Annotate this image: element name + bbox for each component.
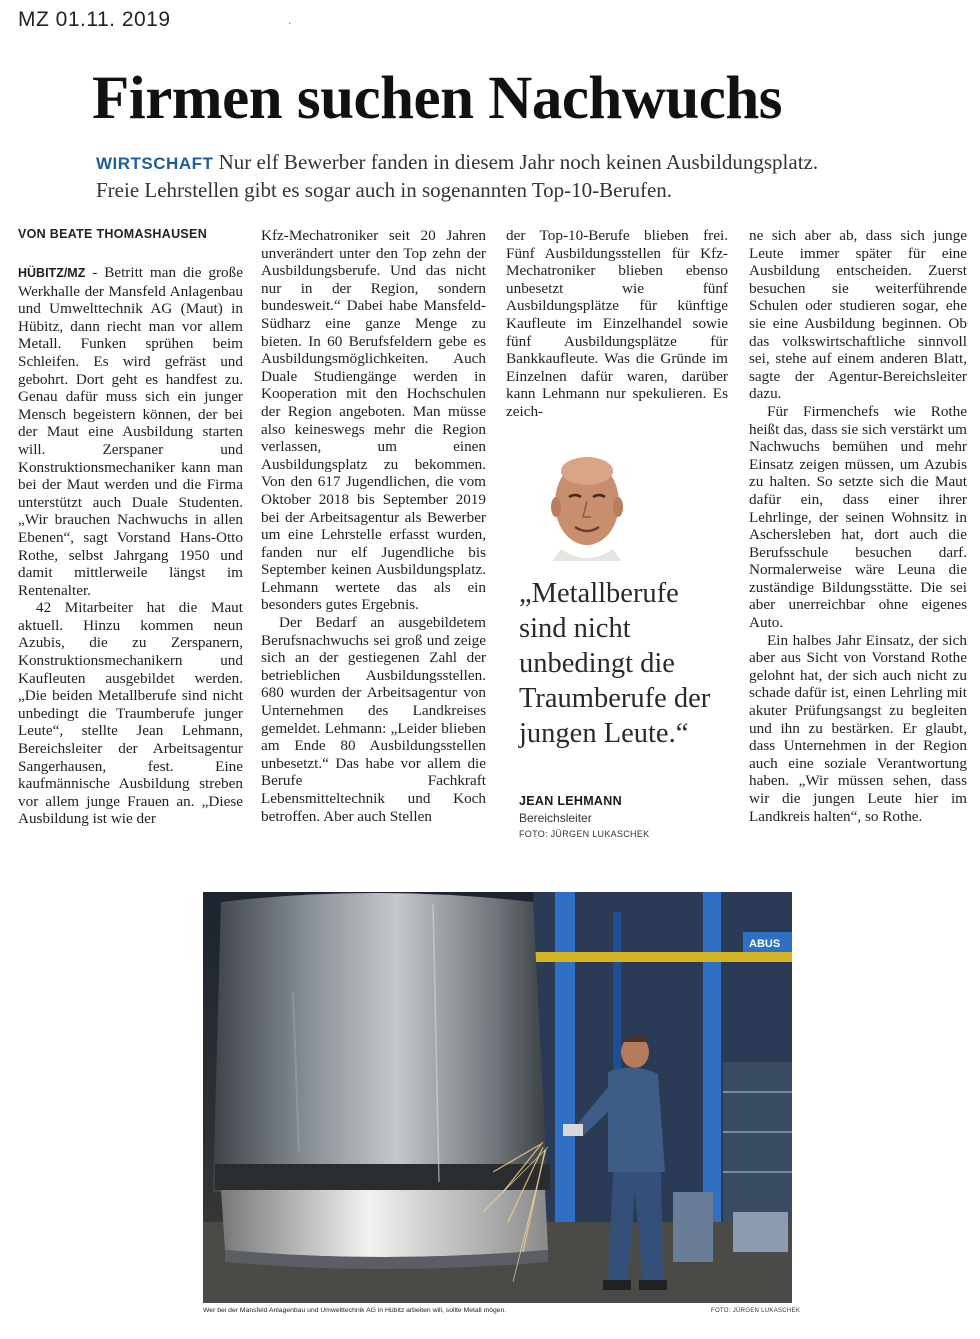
- crane-sign: ABUS: [749, 938, 781, 950]
- paragraph: Kfz-Mechatroniker seit 20 Jahren unverändert unter den Top zehn der Ausbildungsberufe. Und das nicht nur in der Region, sondern bundesweit.“ Dabei habe Mansfeld-Südharz eine ganze Menge zu bieten. In 60 Berufsfeldern gebe es Ausbildungsmöglichkeiten. Auch Duale Studiengänge werden in Kooperation mit den Hochschulen der Region angeboten. Man müsse also keineswegs mehr die Region verlassen, um einen Ausbildungsplatz zu bekommen. Von den 617 Jugendlichen, die vom Oktober 2018 bis September 2019 bei der Arbeitsagentur als Bewerber um eine Lehrstelle erfasst wurden, fanden nur elf Jugendliche bis September keinen Ausbildungsplatz. Lehmann wertete das als ein besonders gutes Ergebnis.: [261, 227, 486, 614]
- newspaper-date-stamp: MZ 01.11. 2019: [18, 8, 171, 31]
- section-label: WIRTSCHAFT: [96, 154, 214, 173]
- paragraph: ne sich aber ab, dass sich junge Leute immer später für eine Ausbildung entscheiden. Zuerst besuchen sie weiterführende Schulen oder studieren sogar, ehe sie eine Ausbildung beginnen. Ob das volkswirtschaftliche sinnvoll sei, stehe auf einem anderen Blatt, sagte der Agentur-Bereichsleiter dazu.: [749, 227, 967, 403]
- paragraph: HÜBITZ/MZ - Betritt man die große Werkhalle der Mansfeld Anlagenbau und Umwelttechnik AG (Maut) in Hübitz, dann riecht man vor allem Metall. Funken sprühen beim Schleifen. Es wird gefräst und gebohrt. Dort geht es handfest zu. Genau dafür muss sich ein junger Mensch begeistern können, der bei der Maut eine Ausbildung starten will. Zerspaner und Konstruktionsmechaniker kann man bei der Maut werden und die Firma unterstützt auch Duale Studenten. „Wir brauchen Nachwuchs in allen Ebenen“, sagt Vorstand Hans-Otto Rothe, selbst Jahrgang 1950 und damit mittlerweile längst im Rentenalter.: [18, 264, 243, 599]
- quote-photo-credit: FOTO: JÜRGEN LUKASCHEK: [519, 829, 650, 839]
- article-headline: Firmen suchen Nachwuchs: [92, 65, 783, 132]
- quote-author-role: Bereichsleiter: [519, 811, 592, 825]
- article-column-2: [261, 227, 486, 825]
- photo-caption: Wer bei der Mansfeld Anlagenbau und Umwelttechnik AG in Hübitz arbeiten will, sollte Metall mögen.: [203, 1307, 507, 1314]
- paragraph: 42 Mitarbeiter hat die Maut aktuell. Hinzu kommen neun Azubis, die zu Zerspanern, Konstruktionsmechanikern und Kaufleuten ausgebildet werden. „Die beiden Metallberufe sind nicht unbedingt die Traumberufe junger Leute“, stellte Jean Lehmann, Bereichsleiter der Arbeitsagentur Sangerhausen, fest. Eine kaufmännische Ausbildung streben vor allem junge Frauen an. „Diese Ausbildung ist wie der: [18, 599, 243, 828]
- article-subhead: [96, 149, 896, 203]
- paragraph: der Top-10-Berufe blieben frei. Fünf Ausbildungsstellen für Kfz-Mechatroniker blieben ebenso unbesetzt wie fünf Ausbildungsplätze für künftige Kaufleute im Einzelhandel sowie fünf Ausbildungsplätze für Bankkaufleute. Was die Gründe im Einzelnen dafür waren, darüber kann Lehmann nur spekulieren. Es zeich-: [506, 227, 728, 420]
- dateline: HÜBITZ/MZ: [18, 266, 86, 280]
- pull-quote: „Metallberufe sind nicht unbedingt die Traumberufe der jungen Leute.“: [519, 578, 711, 749]
- article-column-1: [18, 264, 243, 828]
- paragraph: Der Bedarf an ausgebildetem Berufsnachwuchs sei groß und zeige sich an der gestiegenen Zahl der betrieblichen Ausbildungsstellen. 680 wurden der Arbeitsagentur von Unternehmen des Landkreises gemeldet. Lehmann: „Leider blieben am Ende 80 Ausbildungsstellen unbesetzt.“ Das habe vor allem die Berufe Fachkraft Lebensmitteltechnik und Koch betroffen. Aber auch Stellen: [261, 614, 486, 825]
- workshop-photo: [203, 892, 792, 1303]
- subhead-line-1: Nur elf Bewerber fanden in diesem Jahr noch keinen Ausbildungsplatz.: [218, 150, 819, 174]
- byline: VON BEATE THOMASHAUSEN: [18, 227, 208, 241]
- article-column-4: [749, 227, 967, 825]
- quote-author-name: JEAN LEHMANN: [519, 794, 622, 808]
- paragraph: Ein halbes Jahr Einsatz, der sich aber aus Sicht von Vorstand Rothe gelohnt hat, der sich auch nicht zu schade dafür ist, einen Lehrling mit akuter Prüfungsangst zu begleiten und ihn zu bestärken. Er glaubt, dass Unternehmen in der Region auch eine soziale Verantwortung haben. „Wir müssen sehen, dass wir die jungen Leute hier im Landkreis halten“, so Rothe.: [749, 631, 967, 825]
- photo-credit: FOTO: JÜRGEN LUKASCHEK: [711, 1308, 801, 1314]
- scan-mark: ·: [288, 18, 292, 29]
- portrait-photo: [541, 449, 633, 561]
- subhead-line-2: Freie Lehrstellen gibt es sogar auch in sogenannten Top-10-Berufen.: [96, 178, 673, 202]
- paragraph: Für Firmenchefs wie Rothe heißt das, dass sie sich verstärkt um Nachwuchs bemühen und mehr Einsatz zeigen müssen, um Azubis zu halten. So setzte sich die Maut dafür ein, dass einer ihrer Lehrlinge, der seinen Wohnsitz in Aschersleben hat, dort auch die Berufsschule besuchen darf. Normalerweise wäre Leuna die zuständige Bildungsstätte. Die sei aber unerreichbar ohne eigenes Auto.: [749, 402, 967, 632]
- article-column-3: [506, 227, 728, 421]
